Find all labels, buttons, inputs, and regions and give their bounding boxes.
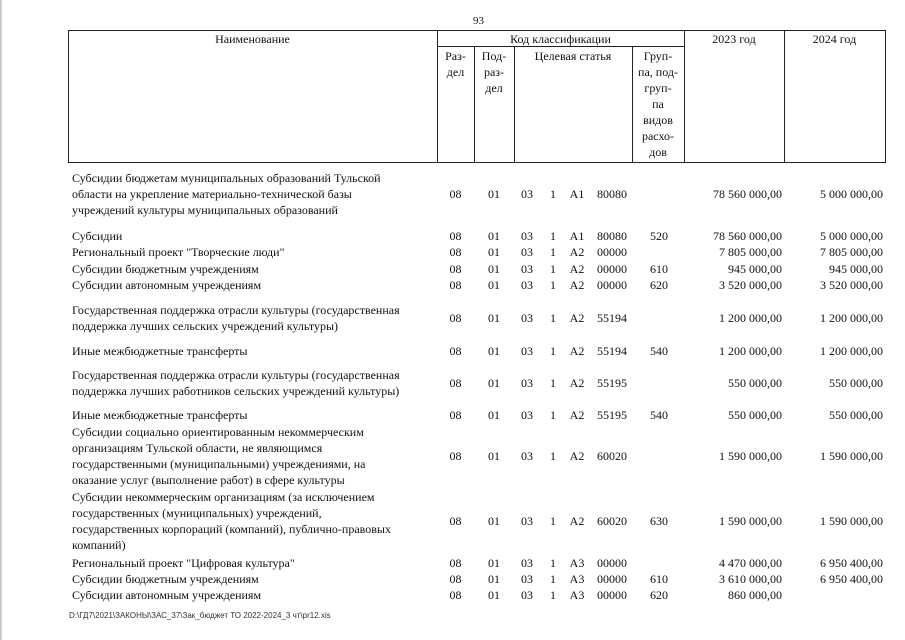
- cell-y2023: 78 560 000,00: [713, 229, 782, 243]
- cell-razdel: 08: [449, 245, 462, 259]
- row-name-line: организациям Тульской области, не являющимся: [72, 441, 323, 455]
- cell-podrazdel: 01: [488, 344, 500, 358]
- cell-podrazdel: 01: [488, 556, 500, 570]
- cell-c3: A2: [569, 344, 585, 358]
- row-name: [72, 170, 432, 218]
- cell-podrazdel: 01: [488, 245, 500, 259]
- cell-razdel: 08: [449, 556, 462, 570]
- cell-razdel: 08: [449, 449, 462, 463]
- cell-c4: 55194: [597, 344, 627, 358]
- cell-vid: 610: [650, 572, 668, 586]
- cell-c4: 00000: [597, 588, 627, 602]
- row-name-line: Субсидии автономным учреждениям: [72, 588, 262, 602]
- cell-c4: 55194: [597, 311, 627, 325]
- cell-razdel: 08: [449, 572, 462, 586]
- cell-c4: 00000: [597, 262, 627, 276]
- cell-y2024: 945 000,00: [829, 262, 883, 276]
- row-name: [72, 367, 432, 399]
- cell-c2: 1: [550, 572, 556, 586]
- cell-razdel: 08: [449, 278, 462, 292]
- cell-c1: 03: [521, 344, 533, 358]
- row-name-line: Субсидии некоммерческим организациям (за исключением: [72, 490, 375, 504]
- cell-c1: 03: [521, 588, 533, 602]
- cell-podrazdel: 01: [488, 408, 500, 422]
- row-name-line: поддержка лучших работников сельских учреждений культуры): [72, 384, 400, 398]
- col-divider-2023: [784, 30, 785, 163]
- cell-podrazdel: 01: [488, 588, 500, 602]
- cell-c1: 03: [521, 278, 533, 292]
- row-name: [72, 261, 432, 277]
- row-name: [72, 587, 432, 603]
- cell-c1: 03: [521, 514, 533, 528]
- header-2024: 2024 год: [812, 32, 857, 46]
- cell-c4: 00000: [597, 572, 627, 586]
- row-name: [72, 571, 432, 587]
- cell-c3: A3: [569, 572, 585, 586]
- row-name-line: Иные межбюджетные трансферты: [72, 408, 248, 422]
- cell-y2024: 5 000 000,00: [820, 229, 883, 243]
- cell-c4: 80080: [597, 229, 627, 243]
- row-name-line: Региональный проект "Цифровая культура": [72, 556, 295, 570]
- cell-c1: 03: [521, 556, 533, 570]
- cell-y2023: 945 000,00: [728, 262, 782, 276]
- row-name-line: Субсидии бюджетам муниципальных образований Тульской: [72, 171, 381, 185]
- cell-y2023: 78 560 000,00: [713, 187, 782, 201]
- cell-podrazdel: 01: [488, 514, 500, 528]
- cell-y2023: 860 000,00: [728, 588, 782, 602]
- scan-edge-shadow: [0, 0, 3, 640]
- cell-vid: 540: [650, 408, 668, 422]
- row-name: [72, 555, 432, 571]
- header-group: Груп- па, под- груп- па видов расхо- дов: [638, 49, 678, 159]
- row-name-line: Субсидии бюджетным учреждениям: [72, 262, 259, 276]
- row-name-line: Субсидии социально ориентированным некоммерческим: [72, 425, 364, 439]
- row-name-line: государственных (муниципальных) учреждений,: [72, 506, 322, 520]
- row-name-line: учреждений культуры муниципальных образований: [72, 203, 338, 217]
- cell-y2023: 550 000,00: [728, 408, 782, 422]
- cell-y2024: 1 200 000,00: [820, 311, 883, 325]
- row-name-line: компаний): [72, 538, 126, 552]
- cell-c1: 03: [521, 408, 533, 422]
- col-divider-code: [684, 30, 685, 163]
- cell-c4: 00000: [597, 278, 627, 292]
- cell-c4: 00000: [597, 556, 627, 570]
- cell-y2023: 1 200 000,00: [719, 311, 782, 325]
- cell-vid: 620: [650, 588, 668, 602]
- cell-y2023: 1 590 000,00: [719, 449, 782, 463]
- header-section: Раз- дел: [445, 49, 466, 79]
- header-subsection: Под- раз- дел: [481, 49, 507, 95]
- cell-c2: 1: [550, 187, 556, 201]
- header-target: Целевая статья: [534, 49, 612, 63]
- cell-vid: 620: [650, 278, 668, 292]
- cell-podrazdel: 01: [488, 311, 500, 325]
- cell-c2: 1: [550, 449, 556, 463]
- cell-y2024: 6 950 400,00: [820, 556, 883, 570]
- cell-c2: 1: [550, 588, 556, 602]
- cell-razdel: 08: [449, 344, 462, 358]
- cell-y2023: 3 520 000,00: [719, 278, 782, 292]
- row-name-line: Субсидии автономным учреждениям: [72, 278, 262, 292]
- cell-c2: 1: [550, 514, 556, 528]
- row-name: [72, 407, 432, 423]
- row-name-line: поддержка лучших сельских учреждений культуры): [72, 319, 339, 333]
- cell-c3: A2: [569, 449, 585, 463]
- cell-y2023: 1 590 000,00: [719, 514, 782, 528]
- cell-vid: 540: [650, 344, 668, 358]
- row-name: [72, 343, 432, 359]
- cell-razdel: 08: [449, 311, 462, 325]
- cell-y2024: 550 000,00: [829, 408, 883, 422]
- cell-c2: 1: [550, 556, 556, 570]
- cell-podrazdel: 01: [488, 262, 500, 276]
- cell-c3: A2: [569, 262, 585, 276]
- cell-c1: 03: [521, 262, 533, 276]
- row-name: [72, 244, 432, 260]
- header-2023: 2023 год: [712, 32, 756, 46]
- cell-y2023: 1 200 000,00: [719, 344, 782, 358]
- cell-razdel: 08: [449, 376, 462, 390]
- cell-c2: 1: [550, 229, 556, 243]
- cell-razdel: 08: [449, 262, 462, 276]
- cell-c4: 60020: [597, 449, 627, 463]
- cell-razdel: 08: [449, 187, 462, 201]
- cell-y2023: 550 000,00: [728, 376, 782, 390]
- cell-c4: 60020: [597, 514, 627, 528]
- cell-c2: 1: [550, 344, 556, 358]
- table-left-border: [68, 30, 69, 163]
- cell-c3: A1: [569, 187, 585, 201]
- row-name: [72, 489, 432, 553]
- row-name-line: Иные межбюджетные трансферты: [72, 344, 248, 358]
- cell-podrazdel: 01: [488, 278, 500, 292]
- cell-c4: 55195: [597, 408, 627, 422]
- cell-c3: A2: [569, 376, 585, 390]
- page-number: 93: [473, 15, 484, 27]
- cell-y2024: 1 200 000,00: [820, 344, 883, 358]
- cell-c1: 03: [521, 449, 533, 463]
- cell-c3: A2: [569, 408, 585, 422]
- cell-podrazdel: 01: [488, 376, 500, 390]
- row-name-line: Субсидии бюджетным учреждениям: [72, 572, 259, 586]
- row-name: [72, 302, 432, 334]
- header-bottom-border: [68, 162, 885, 163]
- file-path-footer: D:\ГД7\2021\ЗАКОНЫ\ЗАС_37\Зак_бюджет ТО 2022-2024_3 чт\pr12.xis: [69, 611, 331, 620]
- row-name-line: области на укрепление материально-технической базы: [72, 187, 352, 201]
- cell-y2023: 4 470 000,00: [719, 556, 782, 570]
- cell-razdel: 08: [449, 229, 462, 243]
- header-code: Код классификации: [510, 32, 611, 46]
- row-name: [72, 424, 432, 488]
- cell-podrazdel: 01: [488, 187, 500, 201]
- row-name: [72, 228, 432, 244]
- cell-c3: A3: [569, 588, 585, 602]
- cell-c1: 03: [521, 311, 533, 325]
- cell-y2023: 3 610 000,00: [719, 572, 782, 586]
- cell-c2: 1: [550, 408, 556, 422]
- table-right-border: [885, 30, 886, 163]
- cell-c4: 00000: [597, 245, 627, 259]
- cell-c3: A2: [569, 514, 585, 528]
- cell-c2: 1: [550, 311, 556, 325]
- header-name: Наименование: [215, 32, 290, 46]
- cell-podrazdel: 01: [488, 449, 500, 463]
- cell-c1: 03: [521, 572, 533, 586]
- cell-podrazdel: 01: [488, 229, 500, 243]
- cell-razdel: 08: [449, 514, 462, 528]
- cell-c1: 03: [521, 187, 533, 201]
- cell-c1: 03: [521, 229, 533, 243]
- cell-vid: 630: [650, 514, 668, 528]
- cell-razdel: 08: [449, 588, 462, 602]
- cell-c3: A2: [569, 311, 585, 325]
- cell-razdel: 08: [449, 408, 462, 422]
- cell-c3: A3: [569, 556, 585, 570]
- cell-y2024: 5 000 000,00: [820, 187, 883, 201]
- cell-vid: 520: [650, 229, 668, 243]
- cell-c3: A2: [569, 278, 585, 292]
- row-name-line: оказание услуг (выполнение работ) в сфере культуры: [72, 473, 345, 487]
- cell-y2024: 1 590 000,00: [820, 449, 883, 463]
- cell-c2: 1: [550, 262, 556, 276]
- row-name-line: государственными (муниципальными) учреждениями, на: [72, 457, 366, 471]
- cell-c3: A2: [569, 245, 585, 259]
- cell-c2: 1: [550, 245, 556, 259]
- cell-c3: A1: [569, 229, 585, 243]
- row-name-line: Государственная поддержка отрасли культуры (государственная: [72, 368, 400, 382]
- cell-podrazdel: 01: [488, 572, 500, 586]
- cell-y2024: 7 805 000,00: [820, 245, 883, 259]
- cell-vid: 610: [650, 262, 668, 276]
- row-name-line: государственных корпораций (компаний), публично-правовых: [72, 522, 391, 536]
- row-name-line: Субсидии: [72, 229, 123, 243]
- cell-c2: 1: [550, 278, 556, 292]
- row-name: [72, 277, 432, 293]
- cell-c1: 03: [521, 245, 533, 259]
- cell-c4: 55195: [597, 376, 627, 390]
- cell-y2024: 550 000,00: [829, 376, 883, 390]
- cell-y2024: 6 950 400,00: [820, 572, 883, 586]
- cell-c1: 03: [521, 376, 533, 390]
- row-name-line: Региональный проект "Творческие люди": [72, 245, 285, 259]
- cell-y2024: 1 590 000,00: [820, 514, 883, 528]
- cell-y2024: 3 520 000,00: [820, 278, 883, 292]
- cell-y2023: 7 805 000,00: [719, 245, 782, 259]
- cell-c2: 1: [550, 376, 556, 390]
- cell-c4: 80080: [597, 187, 627, 201]
- row-name-line: Государственная поддержка отрасли культуры (государственная: [72, 303, 400, 317]
